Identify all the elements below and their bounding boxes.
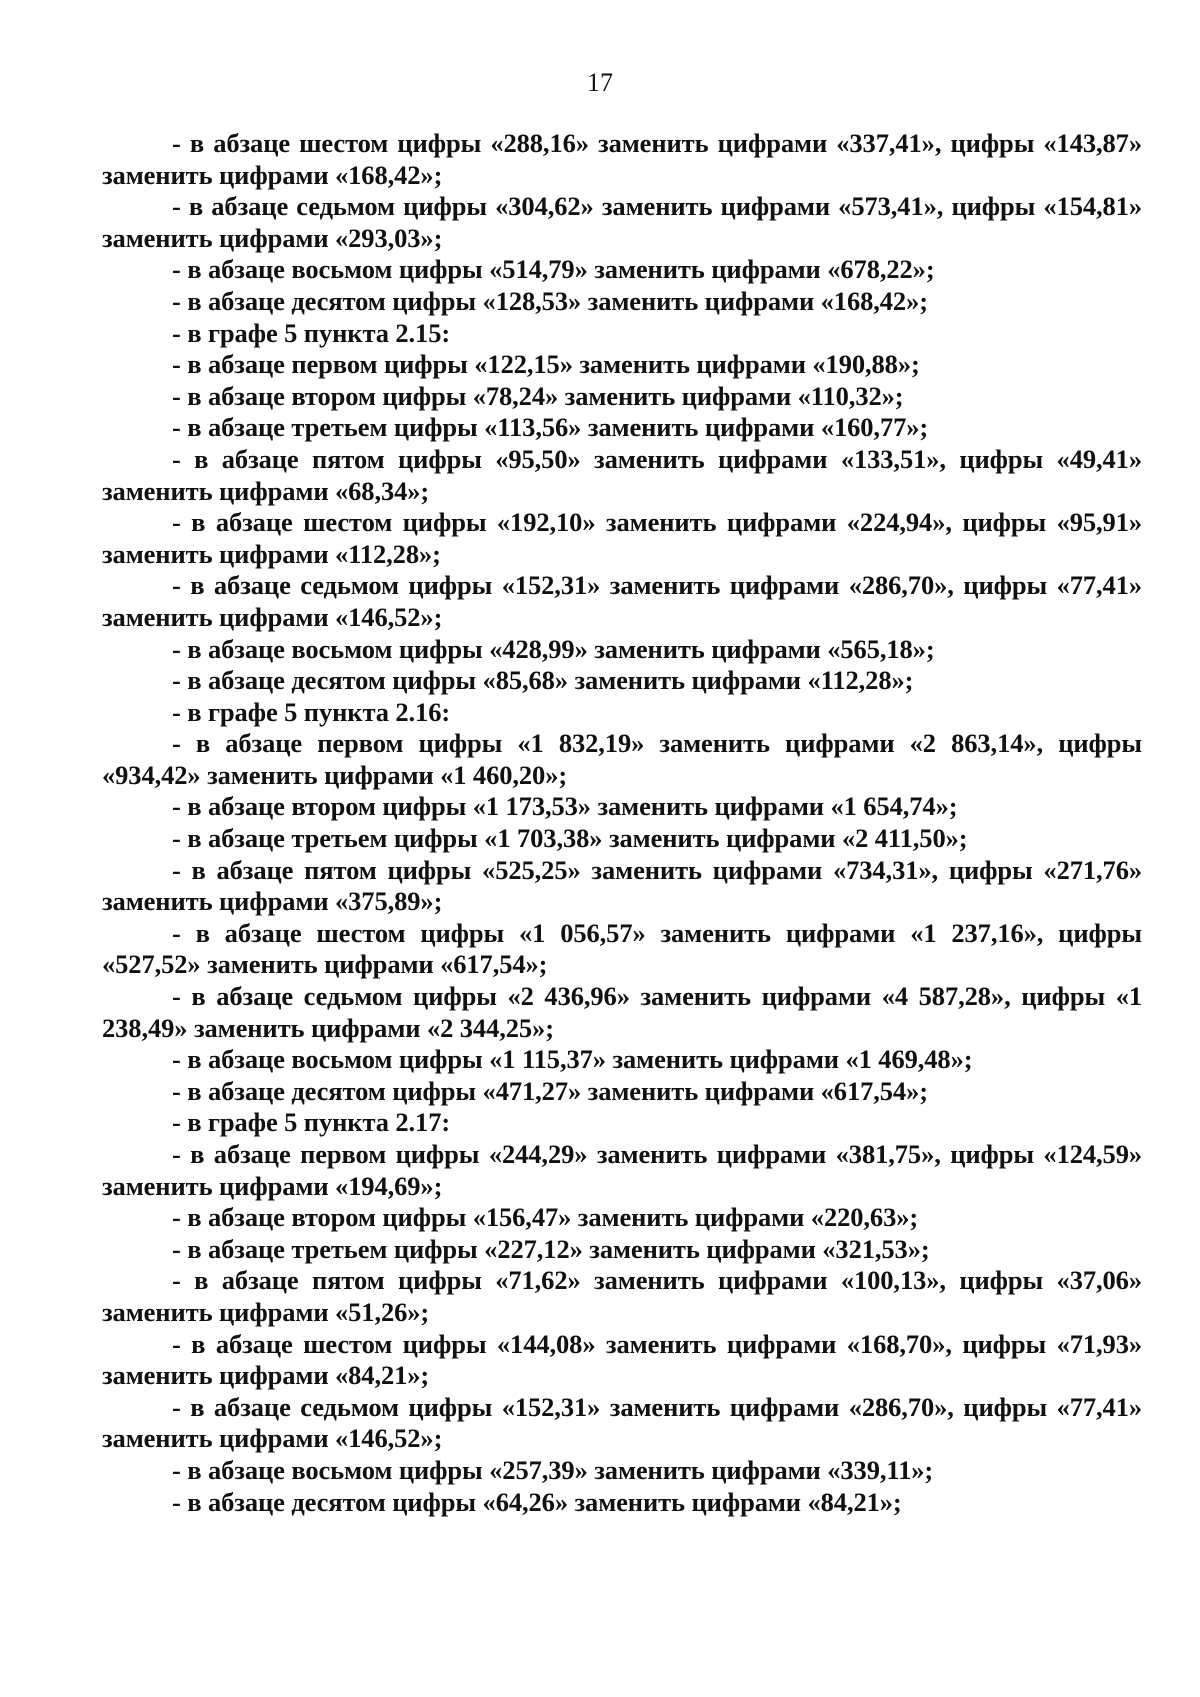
paragraph: - в абзаце десятом цифры «85,68» заменить цифрами «112,28»; [172,665,914,696]
paragraph: - в абзаце шестом цифры «192,10» заменить цифрами «224,94», цифры «95,91» заменить цифрами «112,28»; [102,507,1142,569]
paragraph: - в абзаце третьем цифры «113,56» заменить цифрами «160,77»; [172,412,929,443]
paragraph: - в абзаце седьмом цифры «2 436,96» заменить цифрами «4 587,28», цифры «1 238,49» заменить цифрами «2 344,25»; [102,981,1142,1043]
paragraph: - в абзаце втором цифры «1 173,53» заменить цифрами «1 654,74»; [172,791,958,822]
paragraph: - в абзаце восьмом цифры «1 115,37» заменить цифрами «1 469,48»; [172,1044,973,1075]
section-heading: - в графе 5 пункта 2.15: [172,317,451,348]
paragraph: - в абзаце шестом цифры «1 056,57» заменить цифрами «1 237,16», цифры «527,52» заменить цифрами «617,54»; [102,917,1142,980]
paragraph: - в абзаце восьмом цифры «428,99» заменить цифрами «565,18»; [172,633,935,664]
paragraph: - в абзаце третьем цифры «227,12» заменить цифрами «321,53»; [172,1233,930,1264]
paragraph: - в абзаце седьмом цифры «152,31» заменить цифрами «286,70», цифры «77,41» заменить цифрами «146,52»; [102,570,1142,632]
paragraph: - в абзаце десятом цифры «471,27» заменить цифрами «617,54»; [172,1075,928,1106]
section-heading: - в графе 5 пункта 2.17: [172,1107,451,1138]
paragraph: - в абзаце первом цифры «1 832,19» заменить цифрами «2 863,14», цифры «934,42» заменить цифрами «1 460,20»; [102,728,1142,790]
paragraph: - в абзаце первом цифры «244,29» заменить цифрами «381,75», цифры «124,59» заменить цифрами «194,69»; [102,1139,1142,1201]
paragraph: - в абзаце втором цифры «156,47» заменить цифрами «220,63»; [172,1202,919,1233]
paragraph: - в абзаце десятом цифры «128,53» заменить цифрами «168,42»; [172,285,928,316]
paragraph: - в абзаце седьмом цифры «152,31» заменить цифрами «286,70», цифры «77,41» заменить цифрами «146,52»; [102,1391,1142,1454]
paragraph: - в абзаце пятом цифры «525,25» заменить цифрами «734,31», цифры «271,76» заменить цифрами «375,89»; [102,854,1142,917]
paragraph: - в абзаце первом цифры «122,15» заменить цифрами «190,88»; [172,349,920,380]
document-body [102,128,1142,1518]
paragraph: - в абзаце пятом цифры «71,62» заменить цифрами «100,13», цифры «37,06» заменить цифрами «51,26»; [102,1265,1142,1327]
paragraph: - в абзаце десятом цифры «64,26» заменить цифрами «84,21»; [172,1486,902,1517]
paragraph: - в абзаце втором цифры «78,24» заменить цифрами «110,32»; [172,380,904,411]
paragraph: - в абзаце восьмом цифры «257,39» заменить цифрами «339,11»; [172,1454,934,1485]
paragraph: - в абзаце восьмом цифры «514,79» заменить цифрами «678,22»; [172,254,935,285]
paragraph: - в абзаце шестом цифры «144,08» заменить цифрами «168,70», цифры «71,93» заменить цифрами «84,21»; [102,1328,1142,1391]
paragraph: - в абзаце седьмом цифры «304,62» заменить цифрами «573,41», цифры «154,81» заменить цифрами «293,03»; [102,191,1142,253]
section-heading: - в графе 5 пункта 2.16: [172,696,451,727]
paragraph: - в абзаце третьем цифры «1 703,38» заменить цифрами «2 411,50»; [172,823,968,854]
paragraph: - в абзаце пятом цифры «95,50» заменить цифрами «133,51», цифры «49,41» заменить цифрами «68,34»; [102,443,1142,506]
page-number: 17 [587,68,613,97]
paragraph: - в абзаце шестом цифры «288,16» заменить цифрами «337,41», цифры «143,87» заменить цифрами «168,42»; [102,128,1142,190]
